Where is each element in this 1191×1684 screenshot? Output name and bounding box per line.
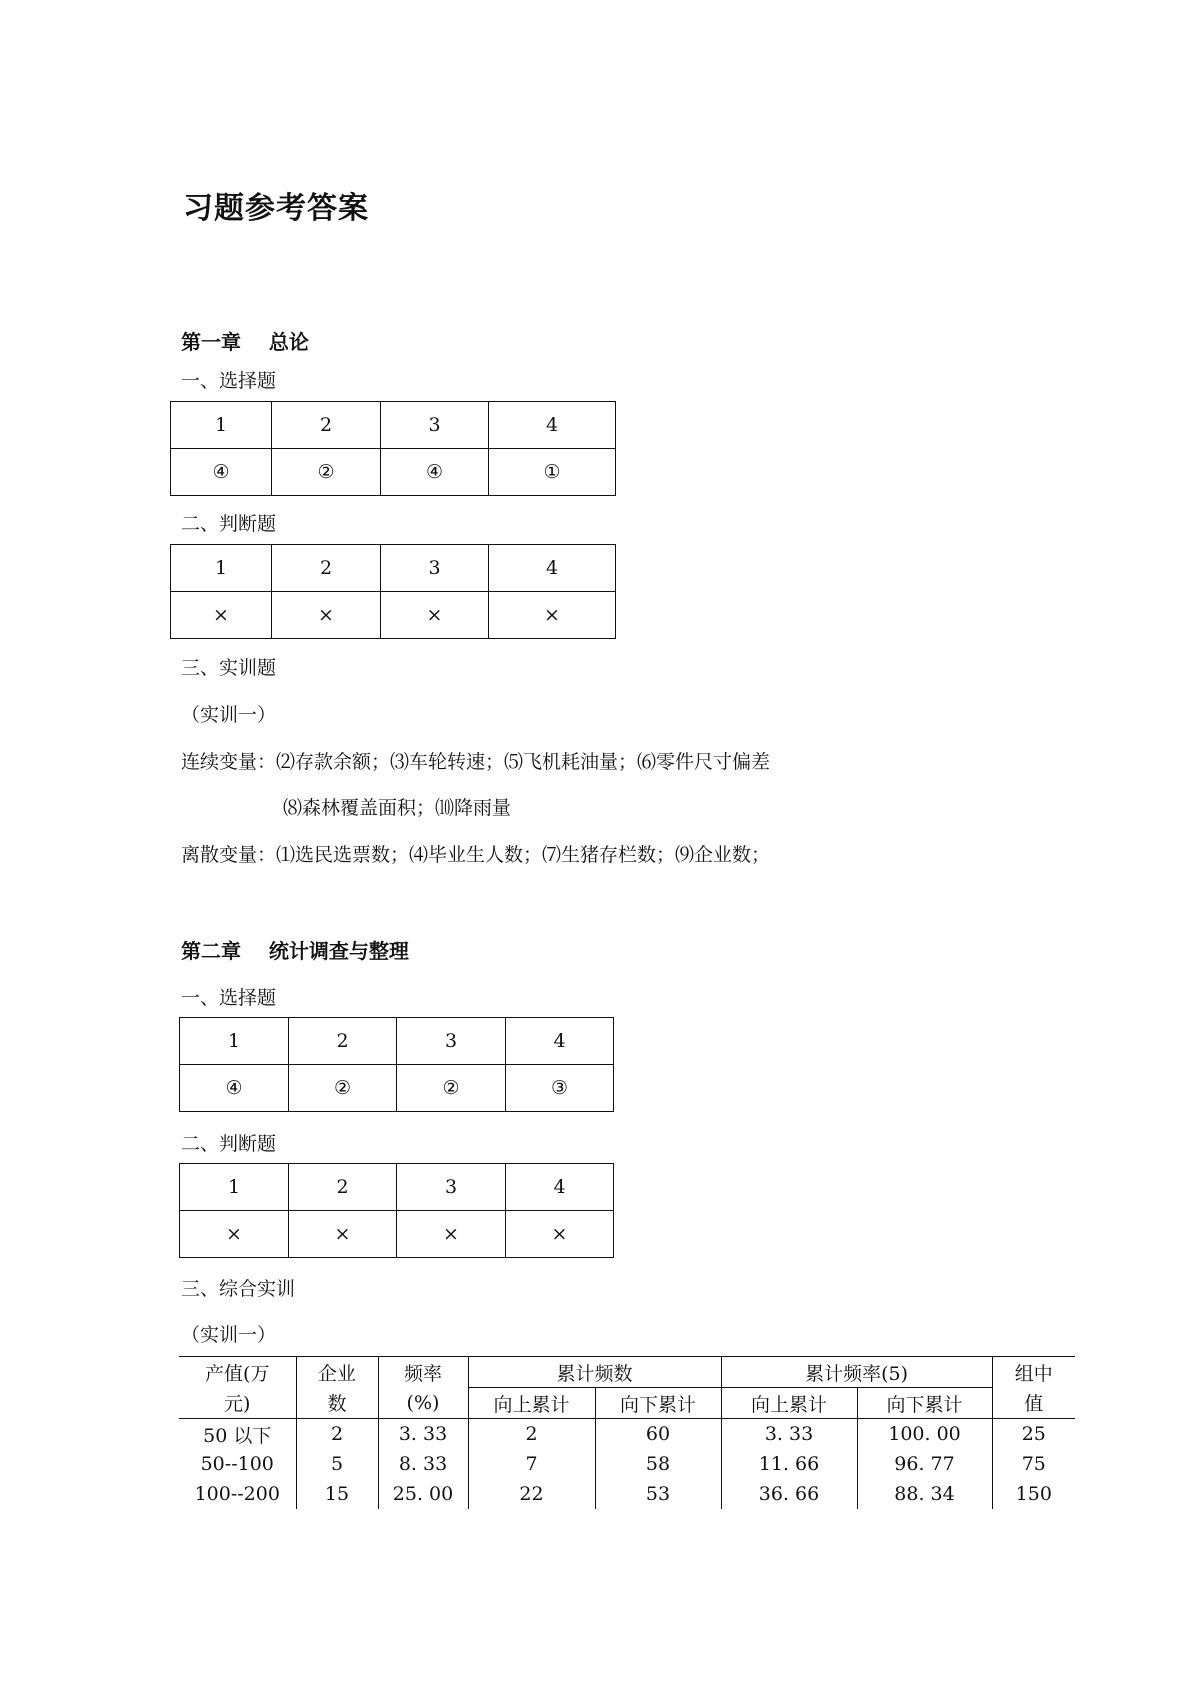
continuous-variables-line: 连续变量：⑵存款余额；⑶车轮转速；⑸飞机耗油量；⑹零件尺寸偏差 [181, 751, 771, 773]
cell-rate-up: 11. 66 [721, 1449, 857, 1479]
question-number: 1 [171, 402, 272, 449]
cell-frequency: 8. 33 [378, 1449, 468, 1479]
cell-firms: 15 [296, 1479, 378, 1509]
header-firms-unit: 数 [296, 1388, 378, 1419]
table-row [179, 1479, 1075, 1509]
answer-cell: × [506, 1211, 614, 1258]
header-output-unit: 元) [179, 1388, 296, 1419]
cell-midpoint: 25 [992, 1419, 1075, 1450]
chapter2-heading: 第二章 统计调查与整理 [181, 939, 409, 963]
table-row [171, 545, 616, 592]
question-number: 3 [381, 545, 489, 592]
chapter2-judge-label: 二、判断题 [181, 1133, 277, 1155]
cell-output: 100--200 [194, 1483, 280, 1505]
frequency-distribution-table [179, 1356, 1075, 1509]
table-row [180, 1018, 614, 1065]
answer-cell: × [289, 1211, 397, 1258]
answer-cell: ③ [506, 1065, 614, 1112]
cell-count-down: 58 [595, 1449, 721, 1479]
answer-cell: ② [272, 449, 381, 496]
chapter1-choice-table [170, 401, 616, 496]
cell-firms: 5 [296, 1449, 378, 1479]
header-count-up: 向上累计 [468, 1388, 595, 1419]
cell-frequency: 3. 33 [378, 1419, 468, 1450]
cell-count-down: 53 [595, 1479, 721, 1509]
answer-cell: ② [289, 1065, 397, 1112]
answer-cell: ④ [180, 1065, 289, 1112]
cell-rate-up: 36. 66 [721, 1479, 857, 1509]
question-number: 3 [397, 1018, 506, 1065]
question-number: 2 [272, 545, 381, 592]
answer-cell: × [171, 592, 272, 639]
question-number: 2 [289, 1164, 397, 1211]
chapter1-choice-label: 一、选择题 [181, 370, 277, 392]
cell-midpoint: 150 [992, 1479, 1075, 1509]
table-row [180, 1211, 614, 1258]
cell-output: 50 以下 [203, 1424, 272, 1447]
answer-cell: ④ [171, 449, 272, 496]
cell-rate-up: 3. 33 [721, 1419, 857, 1450]
cell-rate-down: 100. 00 [857, 1419, 992, 1450]
question-number: 3 [397, 1164, 506, 1211]
chapter1-practice-label: 三、实训题 [181, 657, 277, 679]
chapter2-choice-table [179, 1017, 614, 1112]
table-header-row [179, 1388, 1075, 1419]
cell-count-up: 2 [468, 1419, 595, 1450]
answer-cell: × [180, 1211, 289, 1258]
chapter1-practice-sub: （实训一） [181, 704, 277, 726]
question-number: 3 [381, 402, 489, 449]
answer-cell: × [489, 592, 616, 639]
header-midpoint: 组中 [992, 1357, 1075, 1388]
chapter1-judge-label: 二、判断题 [181, 513, 277, 535]
header-cumulative-rate: 累计频率(5) [721, 1357, 992, 1388]
question-number: 2 [289, 1018, 397, 1065]
table-header-row [179, 1357, 1075, 1388]
chapter2-practice-sub: （实训一） [181, 1324, 277, 1346]
table-row [171, 592, 616, 639]
continuous-variables-line-2: ⑻森林覆盖面积；⑽降雨量 [283, 797, 512, 819]
question-number: 4 [506, 1164, 614, 1211]
question-number: 1 [180, 1018, 289, 1065]
header-frequency: 频率 [378, 1357, 468, 1388]
table-row [180, 1164, 614, 1211]
chapter1-heading: 第一章 总论 [181, 330, 309, 354]
header-rate-down: 向下累计 [857, 1388, 992, 1419]
header-firms: 企业 [296, 1357, 378, 1388]
header-midpoint-unit: 值 [992, 1388, 1075, 1419]
cell-midpoint: 75 [992, 1449, 1075, 1479]
answer-cell: ② [397, 1065, 506, 1112]
header-rate-up: 向上累计 [721, 1388, 857, 1419]
chapter2-practice-label: 三、综合实训 [181, 1278, 296, 1300]
chapter1-judge-table [170, 544, 616, 639]
cell-rate-down: 96. 77 [857, 1449, 992, 1479]
question-number: 1 [180, 1164, 289, 1211]
cell-count-up: 22 [468, 1479, 595, 1509]
cell-count-down: 60 [595, 1419, 721, 1450]
cell-firms: 2 [296, 1419, 378, 1450]
question-number: 1 [171, 545, 272, 592]
header-count-down: 向下累计 [595, 1388, 721, 1419]
question-number: 2 [272, 402, 381, 449]
table-row [171, 402, 616, 449]
question-number: 4 [506, 1018, 614, 1065]
table-row [179, 1449, 1075, 1479]
question-number: 4 [489, 402, 616, 449]
table-row [171, 449, 616, 496]
answer-cell: ④ [381, 449, 489, 496]
header-output: 产值(万 [179, 1357, 296, 1388]
cell-frequency: 25. 00 [378, 1479, 468, 1509]
answer-cell: × [381, 592, 489, 639]
answer-cell: ① [489, 449, 616, 496]
discrete-variables-line: 离散变量：⑴选民选票数；⑷毕业生人数；⑺生猪存栏数；⑼企业数； [181, 844, 771, 866]
cell-output: 50--100 [200, 1453, 274, 1475]
cell-rate-down: 88. 34 [857, 1479, 992, 1509]
cell-count-up: 7 [468, 1449, 595, 1479]
question-number: 4 [489, 545, 616, 592]
table-row [179, 1419, 1075, 1450]
header-cumulative-count: 累计频数 [468, 1357, 721, 1388]
answer-cell: × [272, 592, 381, 639]
answer-cell: × [397, 1211, 506, 1258]
chapter2-judge-table [179, 1163, 614, 1258]
chapter2-choice-label: 一、选择题 [181, 987, 277, 1009]
header-frequency-unit: (%) [378, 1388, 468, 1419]
document-title: 习题参考答案 [183, 191, 369, 226]
table-row [180, 1065, 614, 1112]
